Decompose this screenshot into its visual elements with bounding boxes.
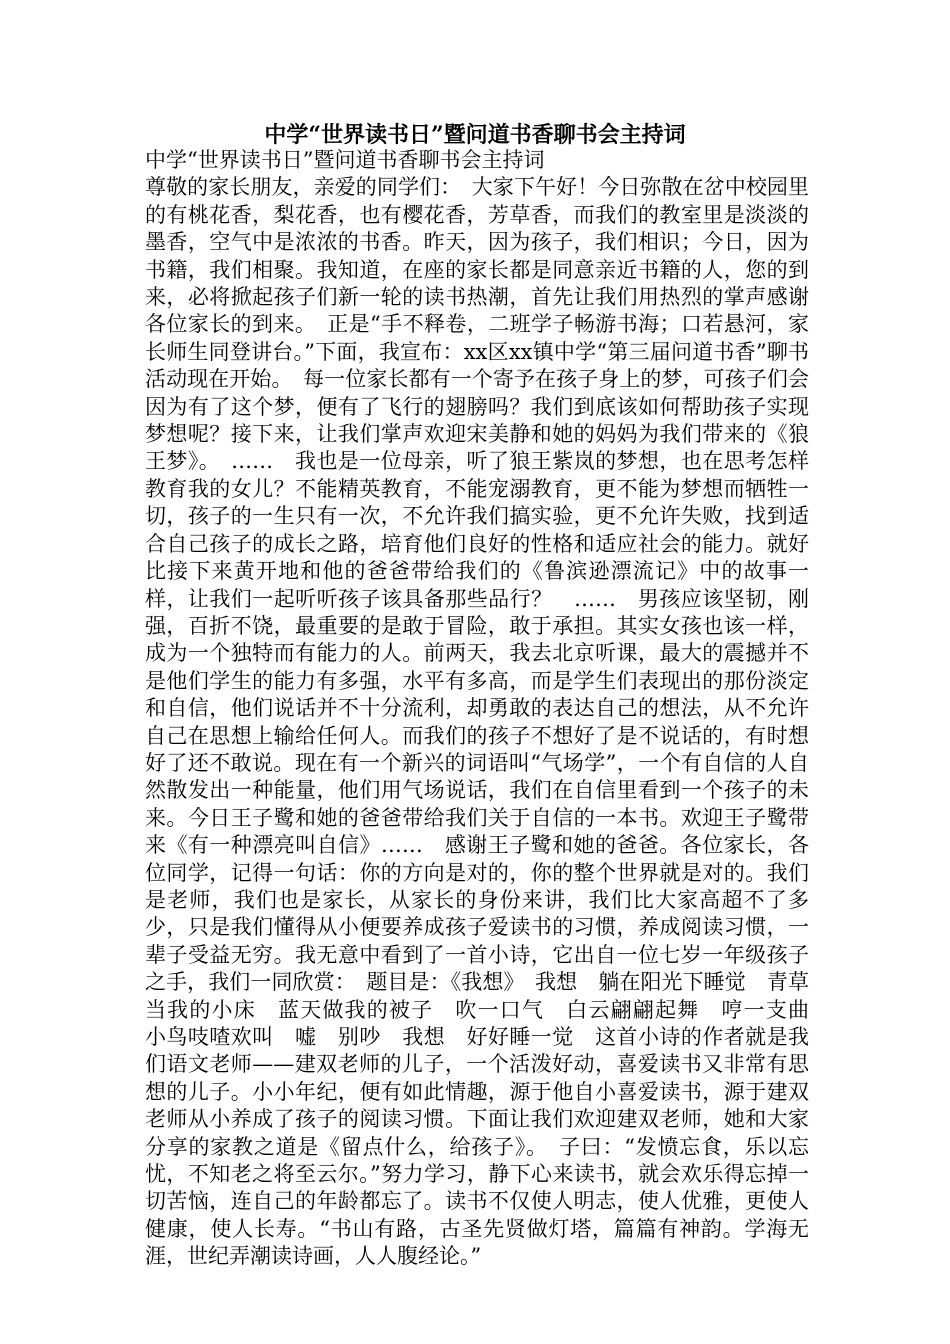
document-subtitle: 中学“世界读书日”暨问道书香聊书会主持词 bbox=[145, 148, 545, 172]
document-body bbox=[145, 147, 830, 1271]
document-title: 中学“世界读书日”暨问道书香聊书会主持词 bbox=[264, 122, 686, 148]
body-paragraph: 尊敬的家长朋友，亲爱的同学们： 大家下午好！今日弥散在岔中校园里的有桃花香，梨花香，也有樱花香，芳草香，而我们的教室里是淡淡的墨香，空气中是浓浓的书香。昨天，因为孩子，我们相识；今日，因为书籍，我们相聚。我知道，在座的家长都是同意亲近书籍的人，您的到来，必将掀起孩子们新一轮的读书热潮，首先让我们用热烈的掌声感谢各位家长的到来。 正是“手不释卷，二班学子畅游书海；口若悬河，家长师生同登讲台。”下面，我宣布：xx区xx镇中学“第三届问道书香”聊书活动现在开始。 每一位家长都有一个寄予在孩子身上的梦，可孩子们会因为有了这个梦，便有了飞行的翅膀吗？我们到底该如何帮助孩子实现梦想呢？接下来，让我们掌声欢迎宋美静和她的妈妈为我们带来的《狼王梦》。 …… 我也是一位母亲，听了狼王紫岚的梦想，也在思考怎样教育我的女儿？不能精英教育，不能宠溺教育，更不能为梦想而牺牲一切，孩子的一生只有一次，不允许我们搞实验，更不允许失败，找到适合自己孩子的成长之路，培育他们良好的性格和适应社会的能力。就好比接下来黄开地和他的爸爸带给我们的《鲁滨逊漂流记》中的故事一样，让我们一起听听孩子该具备那些品行？ …… 男孩应该坚韧，刚强，百折不饶，最重要的是敢于冒险，敢于承担。其实女孩也该一样，成为一个独特而有能力的人。前两天，我去北京听课，最大的震撼并不是他们学生的能力有多强，水平有多高，而是学生们表现出的那份淡定和自信，他们说话并不十分流利，却勇敢的表达自己的想法，从不允许自己在思想上输给任何人。而我们的孩子不想好了是不说话的，有时想好了还不敢说。现在有一个新兴的词语叫“气场学”，一个有自信的人自然散发出一种能量，他们用气场说话，我们在自信里看到一个孩子的未来。今日王子鹭和她的爸爸带给我们关于自信的一本书。欢迎王子鹭带来《有一种漂亮叫自信》…… 感谢王子鹭和她的爸爸。各位家长，各位同学，记得一句话：你的方向是对的，你的整个世界就是对的。我们是老师，我们也是家长，从家长的身份来讲，我们比大家高超不了多少，只是我们懂得从小便要养成孩子爱读书的习惯，养成阅读习惯，一辈子受益无穷。我无意中看到了一首小诗，它出自一位七岁一年级孩子之手，我们一同欣赏： 题目是：《我想》 我想 躺在阳光下睡觉 青草当我的小床 蓝天做我的被子 吹一口气 白云翩翩起舞 哼一支曲 小鸟吱喳欢叫 嘘 别吵 我想 好好睡一觉 这首小诗的作者就是我们语文老师——建双老师的儿子，一个活泼好动，喜爱读书又非常有思想的儿子。小小年纪，便有如此情趣，源于他自小喜爱读书，源于建双老师从小养成了孩子的阅读习惯。下面让我们欢迎建双老师，她和大家分享的家教之道是《留点什么，给孩子》。 子曰：“发愤忘食，乐以忘忧，不知老之将至云尔。”努力学习，静下心来读书，就会欢乐得忘掉一切苦恼，连自己的年龄都忘了。读书不仅使人明志，使人优雅，更使人健康，使人长寿。“书山有路，古圣先贤做灯塔，篇篇有神韵。学海无涯，世纪弄潮读诗画，人人腹经论。” bbox=[145, 175, 830, 1269]
